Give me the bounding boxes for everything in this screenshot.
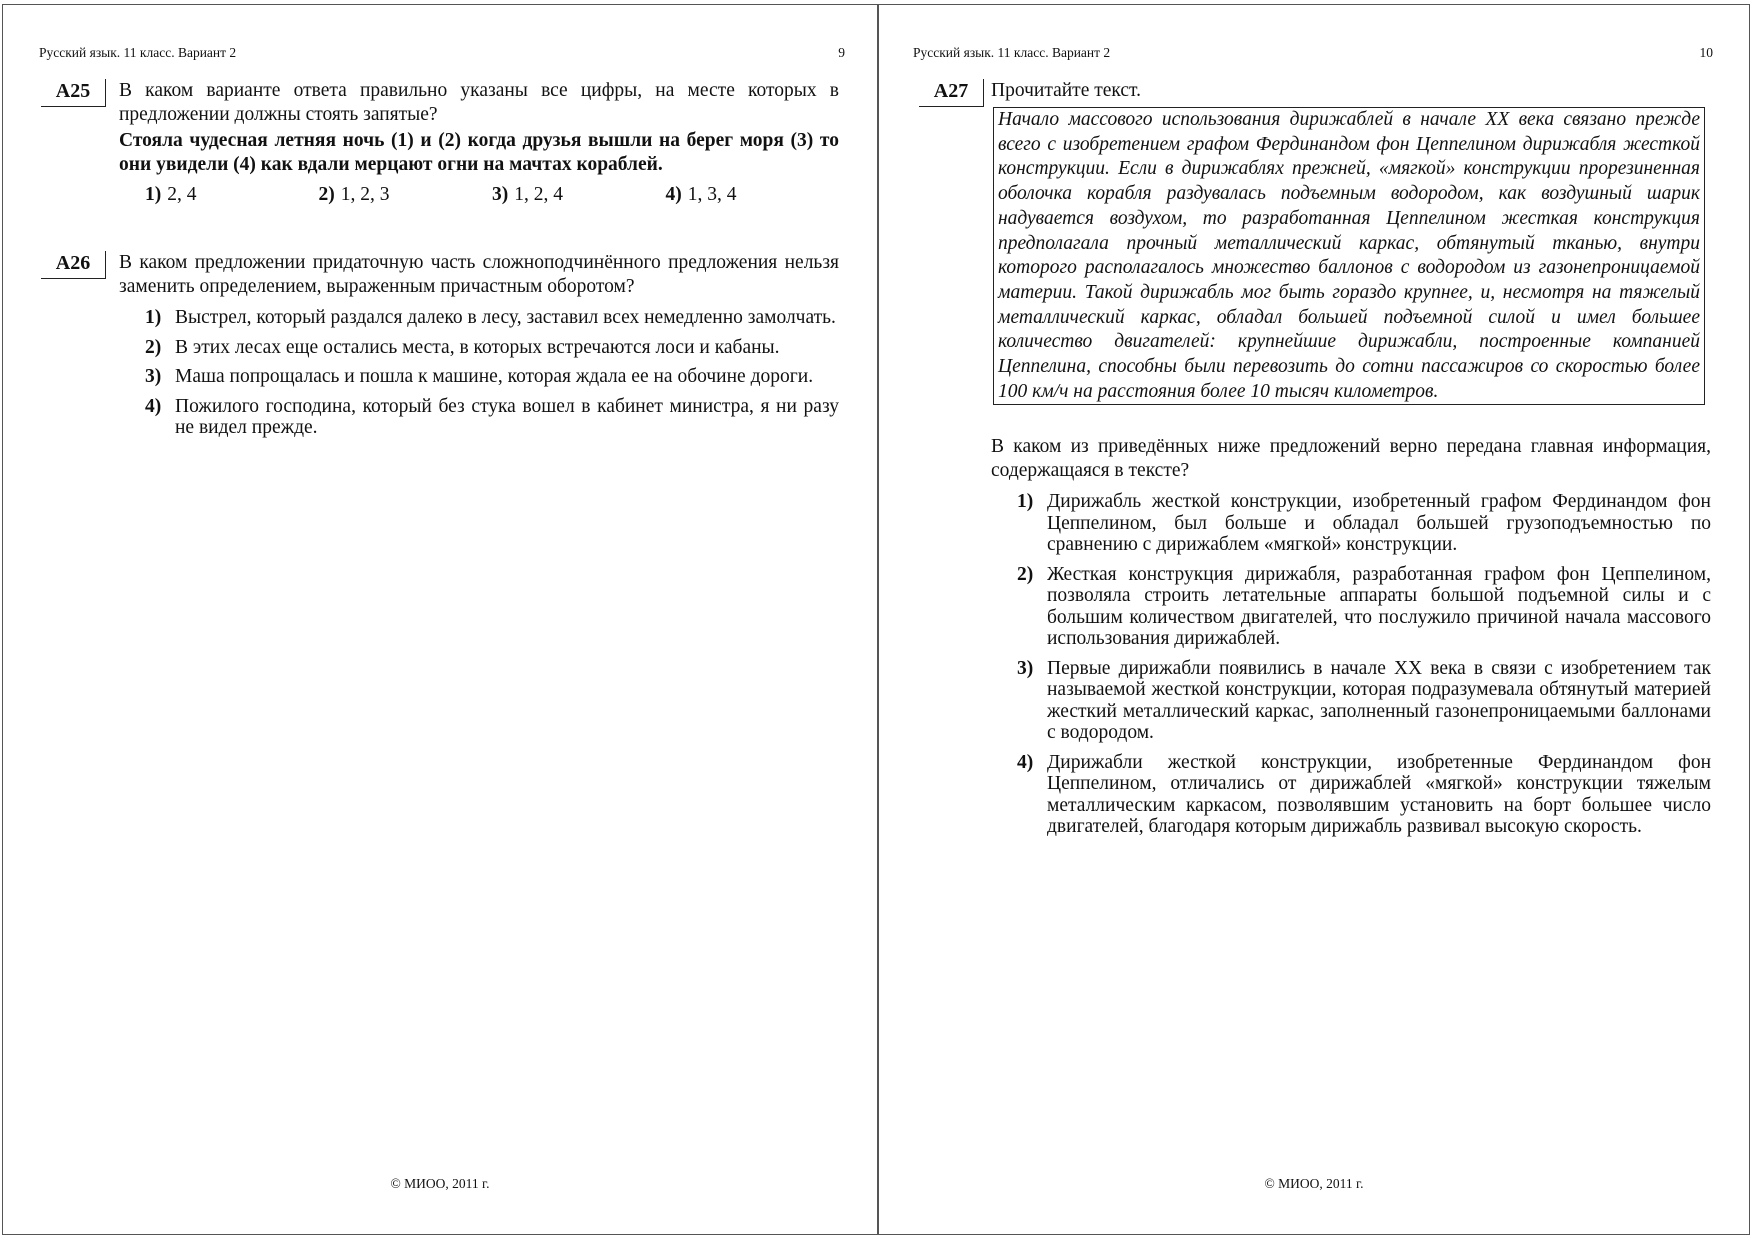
answer-option-3 — [1017, 658, 1711, 744]
answer-options — [991, 491, 1711, 838]
question-text: В каком предложении придаточную часть сложноподчинённого предложения нельзя заменить определением, выраженным причастным оборотом? — [119, 252, 839, 297]
task-a25 — [41, 79, 839, 207]
option-text: Маша попрощалась и пошла к машине, которая ждала ее на обочине дороги. — [175, 366, 814, 387]
option-text: Пожилого господина, который без стука вошел в кабинет министра, я ни разу не видел прежде. — [175, 395, 839, 438]
running-header — [913, 45, 1713, 61]
option-text: Первые дирижабли появились в начале XX века в связи с изобретением так называемой жесткой конструкции, которая подразумевала обтянутый материей жесткий металлический каркас, заполненный газонепроницаемыми баллонами с водородом. — [1047, 657, 1711, 744]
option-text: 1, 2, 4 — [514, 184, 563, 205]
task-code: A25 — [41, 79, 106, 107]
option-text: 1, 2, 3 — [340, 184, 390, 205]
option-number: 1) — [145, 307, 162, 328]
page-number: 10 — [1699, 45, 1713, 60]
answer-option-2 — [145, 337, 839, 359]
option-number: 1) — [145, 184, 162, 205]
left-page — [2, 4, 878, 1235]
task-a27 — [919, 79, 1711, 846]
option-number: 2) — [145, 336, 162, 358]
option-number: 4) — [665, 184, 682, 205]
option-number: 2) — [318, 184, 335, 205]
answer-options — [119, 307, 839, 439]
option-number: 4) — [1017, 751, 1034, 773]
answer-options — [119, 183, 839, 207]
answer-option-2 — [1017, 564, 1711, 650]
page-number: 9 — [838, 45, 845, 60]
answer-option-4 — [666, 183, 840, 207]
option-text: Дирижабль жесткой конструкции, изобретенный графом Фердинандом фон Цеппелином, был больше и обладал большей грузоподъемностью по сравнению с дирижаблем «мягкой» конструкции. — [1047, 491, 1711, 556]
running-header — [39, 45, 845, 61]
option-number: 2) — [1017, 563, 1034, 585]
option-number: 3) — [492, 184, 509, 205]
answer-option-4 — [1017, 752, 1711, 838]
page-footer: © МИОО, 2011 г. — [390, 1176, 490, 1191]
reading-text-box: Начало массового использования дирижаблей в начале XX века связано прежде всего с изобретением графом Фердинандом фон Цеппелином дирижабля жесткой конструкции. Если в дирижаблях прежней, «мягкой» конструкции прорезиненная оболочка корабля раздувалась подъемным водородом, как воздушный шарик надувается воздухом, то разработанная Цеппелином жесткая конструкция предполагала прочный металлический каркас, обтянутый тканью, внутри которого располагалось множество баллонов с водородом из газонепроницаемой материи. Такой дирижабль мог быть гораздо крупнее, и, несмотря на тяжелый металлический каркас, обладал большей подъемной силой и имел большее количество двигателей: крупнейшие дирижабли, построенные компанией Цеппелина, способны были перевозить до сотни пассажиров со скоростью более 100 км/ч на расстояния более 10 тысяч километров. — [993, 107, 1705, 405]
answer-option-1 — [145, 307, 839, 329]
question-text: В каком варианте ответа правильно указаны все цифры, на месте которых в предложении должны стоять запятые? — [119, 80, 839, 125]
answer-option-3 — [145, 366, 839, 388]
option-number: 1) — [1017, 491, 1034, 513]
right-page — [878, 4, 1750, 1235]
answer-option-1 — [1017, 491, 1711, 556]
answer-option-4 — [145, 396, 839, 439]
task-code: A27 — [919, 79, 984, 107]
option-number: 4) — [145, 395, 162, 417]
option-text: Жесткая конструкция дирижабля, разработанная графом фон Цеппелином, позволяла строить летательные аппараты большой подъемной силы и с большим количеством двигателей, что послужило причиной начала массового использования дирижаблей. — [1047, 563, 1711, 650]
header-title: Русский язык. 11 класс. Вариант 2 — [39, 45, 237, 60]
option-number: 3) — [145, 366, 162, 387]
option-text: В этих лесах еще остались места, в которых встречаются лоси и кабаны. — [175, 336, 780, 358]
option-text: Дирижабли жесткой конструкции, изобретенные Фердинандом фон Цеппелином, отличались от дирижаблей «мягкой» конструкции тяжелым металлическим каркасом, позволявшим установить на борт большее число двигателей, благодаря которым дирижабль развивал высокую скорость. — [1047, 751, 1711, 838]
answer-option-1 — [145, 183, 319, 207]
header-title: Русский язык. 11 класс. Вариант 2 — [913, 45, 1111, 60]
option-number: 3) — [1017, 657, 1034, 679]
option-text: Выстрел, который раздался далеко в лесу, заставил всех немедленно замолчать. — [175, 307, 836, 328]
answer-option-2 — [319, 183, 493, 207]
option-text: 1, 3, 4 — [687, 184, 737, 205]
option-text: 2, 4 — [167, 184, 197, 205]
instruction-text: Прочитайте текст. — [991, 80, 1141, 101]
task-a26 — [41, 251, 839, 447]
task-code: A26 — [41, 251, 106, 279]
answer-option-3 — [492, 183, 666, 207]
task-sentence: Стояла чудесная летняя ночь (1) и (2) когда друзья вышли на берег моря (3) то они увидели (4) как вдали мерцают огни на мачтах кораблей. — [119, 130, 839, 175]
question-text: В каком из приведённых ниже предложений верно передана главная информация, содержащаяся в тексте? — [991, 436, 1711, 482]
page-footer: © МИОО, 2011 г. — [1264, 1176, 1364, 1191]
